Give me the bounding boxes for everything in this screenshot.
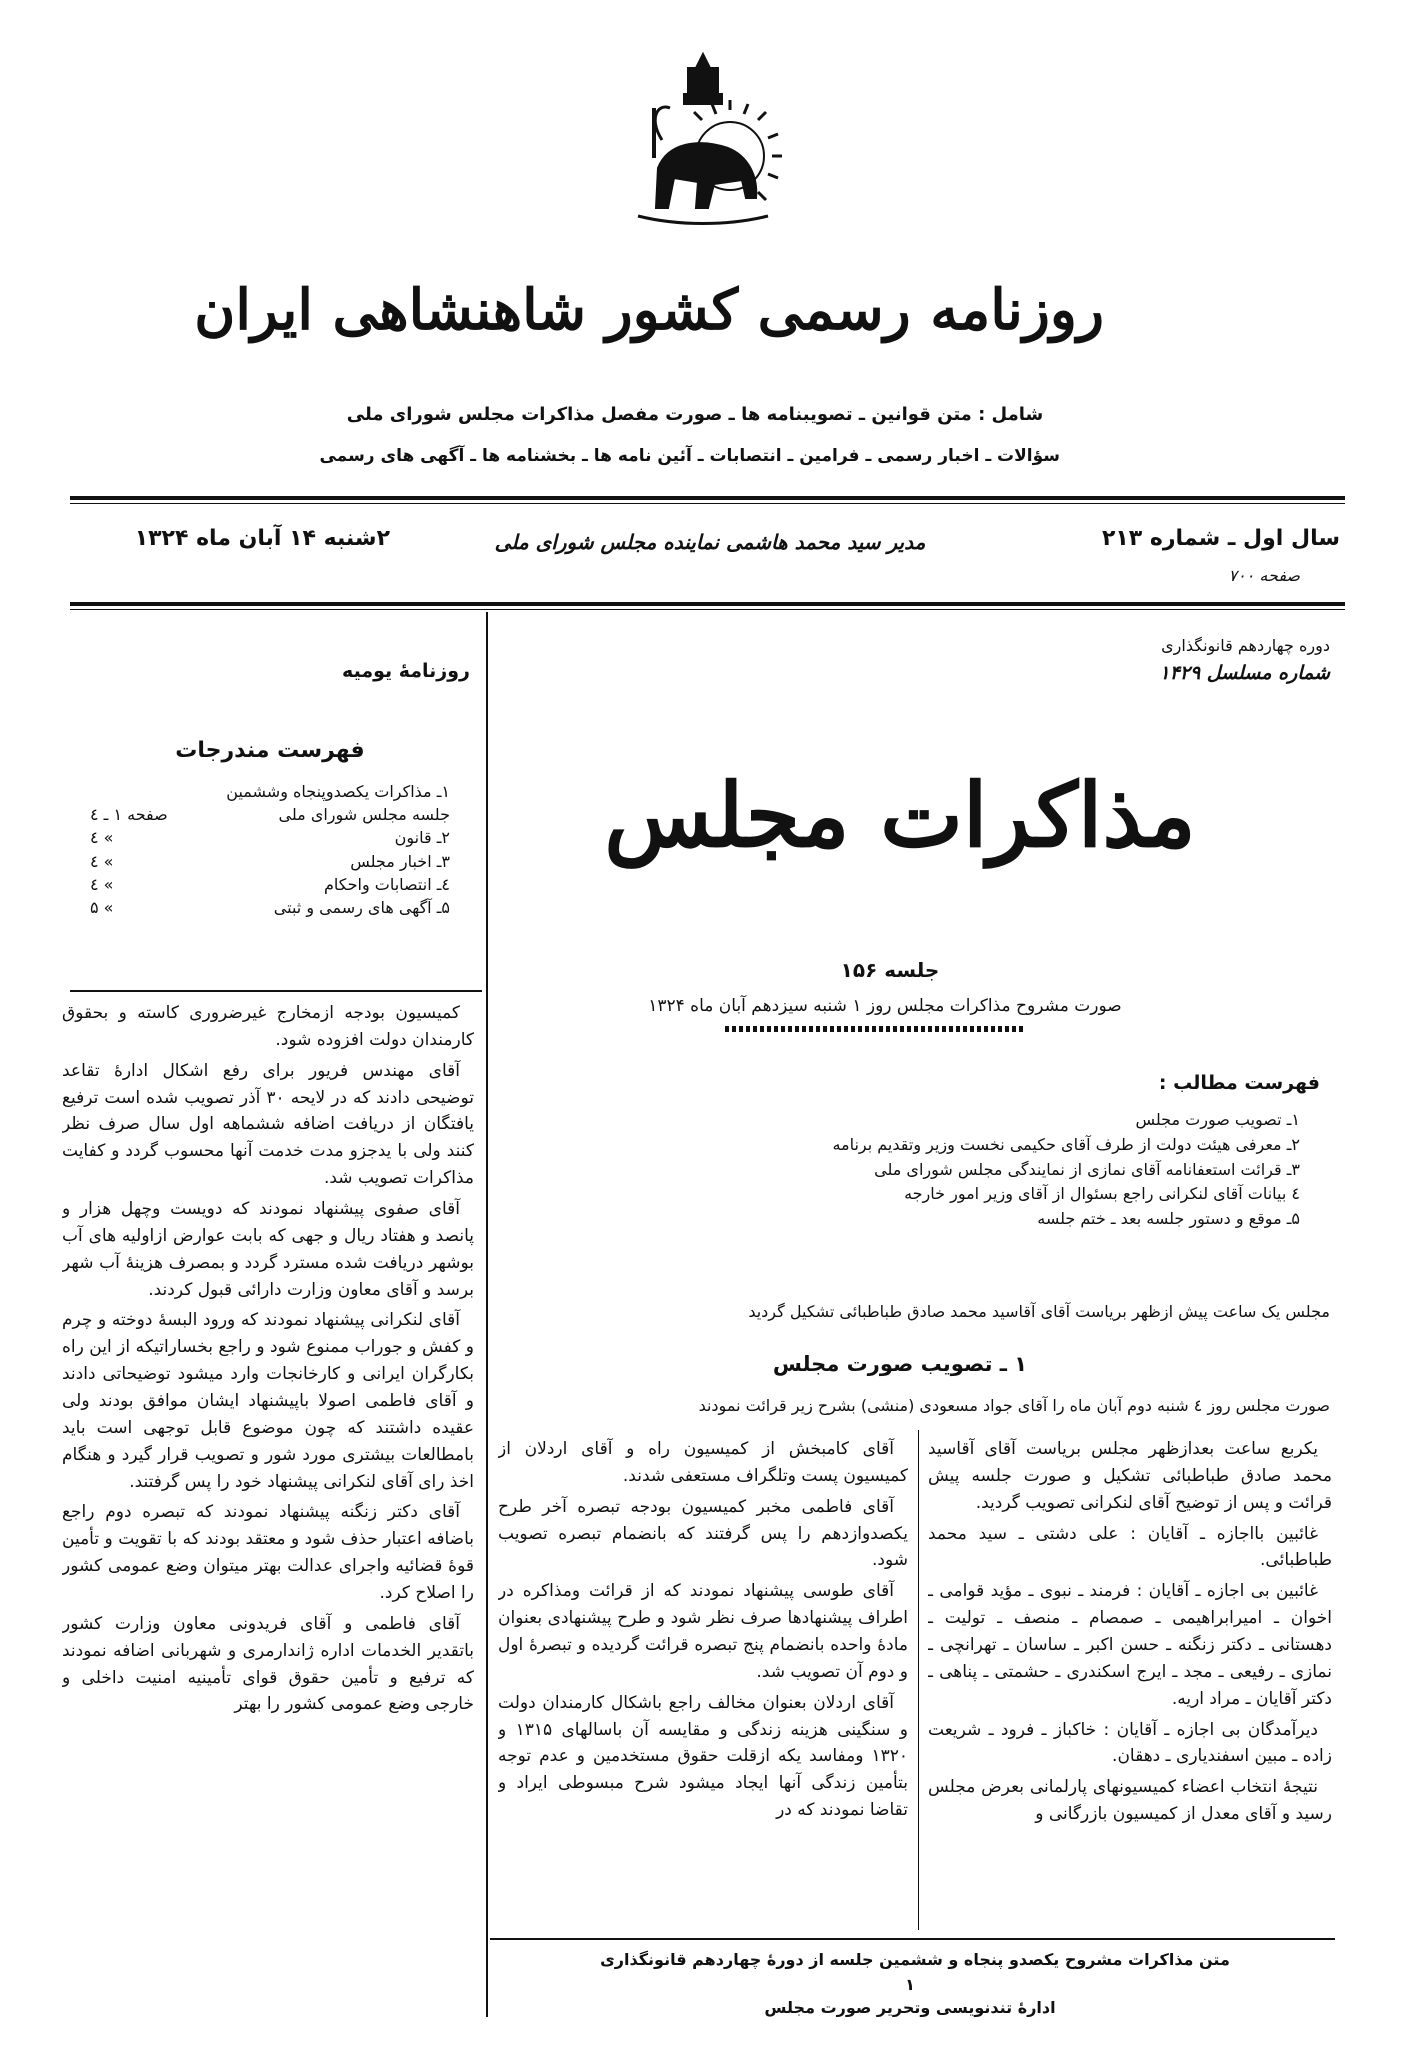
issue-date: ۲شنبه ۱۴ آبان ماه ۱۳۲۴: [134, 526, 390, 551]
paragraph: آقای فاطمی و آقای فریدونی معاون وزارت کشور باتقدیر الخدمات اداره ژاندارمری و شهربانی اضافه نمودند که ترفیع و تأمین حقوق قوای تأمینیه امنیت داخلی و خارجی وضع عمومی کشور را بهتر: [62, 1613, 474, 1715]
paragraph: نتیجهٔ انتخاب اعضاء کمیسیونهای پارلمانی بعرض مجلس رسید و آقای معدل از کمیسیون بازرگانی و: [928, 1777, 1332, 1825]
header-subtitle-2: سؤالات ـ اخبار رسمی ـ فرامین ـ انتصابات ـ آئین نامه ها ـ بخشنامه ها ـ آگهی های رسمی: [319, 446, 1060, 466]
paragraph: آقای دکتر زنگنه پیشنهاد نمودند که تبصره دوم راجع باضافه اعتبار حذف شود و معتقد بودند که با تقویت و تأمین قوهٔ قضائیه واجرای عدالت بهتر میتوان وضع عمومی کشور را اصلاح کرد.: [62, 1502, 474, 1604]
sidebar-body: [62, 1000, 474, 2010]
paragraph: آقای صفوی پیشنهاد نمودند که دویست وچهل هزار و پانصد و هفتاد ریال و جهی که بابت عوارض ازاولیه های آب بوشهر دریافت شده مسترد گردد و بمصرف هزینهٔ آب شهر برسد و آقای معاون وزارت دارائی قبول کردند.: [62, 1199, 474, 1300]
paragraph: کمیسیون بودجه ازمخارج غیرضروری کاسته و بحقوق کارمندان دولت افزوده شود.: [62, 1003, 474, 1050]
agenda-item[interactable]: ۳ـ قرائت استعفانامه آقای نمازی از نمایندگی مجلس شورای ملی: [874, 1159, 1300, 1179]
toc-item[interactable]: ۲ـ قانون » ٤: [90, 828, 450, 848]
masthead-bottom-rule: [70, 602, 1345, 606]
page-number: صفحه ۷۰۰: [1228, 566, 1300, 585]
agenda-item[interactable]: ۱ـ تصویب صورت مجلس: [1135, 1110, 1300, 1129]
lion-and-sun-emblem: [618, 48, 788, 238]
paragraph: آقای طوسی پیشنهاد نمودند که از قرائت ومذاکره در اطراف پیشنهادها صرف نظر شود و طرح پیشنهادی بعنوان مادهٔ واحده بانضمام پنج تبصره قرائت گردیده و تبصرهٔ اول و دوم آن تصویب شد.: [498, 1581, 908, 1682]
toc-item[interactable]: ۳ـ اخبار مجلس » ٤: [90, 851, 450, 871]
paragraph: آقای فاطمی مخبر کمیسیون بودجه تبصره آخر طرح یکصدوازدهم را پس گرفتند که بانضمام تبصره تصویب شود.: [498, 1496, 908, 1571]
paragraph: دیرآمدگان بی اجازه ـ آقایان : خاکباز ـ فرود ـ شریعت زاده ـ مبین اسفندیاری ـ دهقان.: [928, 1719, 1332, 1767]
opening-statement: مجلس یک ساعت پیش ازظهر بریاست آقای آقاسید محمد صادق طباطبائی تشکیل گردید: [748, 1302, 1330, 1321]
agenda-item[interactable]: ۵ـ موقع و دستور جلسه بعد ـ ختم جلسه: [1037, 1209, 1300, 1229]
agenda-title: فهرست مطالب :: [1158, 1072, 1320, 1094]
footer-rule: [490, 1938, 1335, 1940]
column-divider: [486, 612, 488, 2017]
footer-office: ادارهٔ تندنویسی وتحریر صورت مجلس: [764, 1998, 1056, 2017]
toc-title: فهرست مندرجات: [175, 738, 365, 763]
section-intro: صورت مجلس روز ٤ شنبه دوم آبان ماه را آقای جواد مسعودی (منشی) بشرح زیر قرائت نمودند: [698, 1396, 1330, 1415]
paragraph: یکربع ساعت بعدازظهر مجلس بریاست آقای آقاسید محمد صادق طباطبائی تشکیل و صورت جلسه پیش قرائت و پس از توضیح آقای لنکرانی تصویب گردید.: [928, 1439, 1332, 1513]
debates-banner: مذاکرات مجلس: [604, 763, 1196, 867]
sidebar-rule: [70, 990, 482, 992]
editor-line: مدیر سید محمد هاشمی نماینده مجلس شورای ملی: [494, 530, 926, 554]
main-column-left: [498, 1436, 908, 1934]
toc-item[interactable]: ٤ـ انتصابات واحکام » ٤: [90, 874, 450, 894]
session-number: جلسه ۱۵۶: [840, 958, 940, 982]
ornament-rule: [725, 1026, 1025, 1032]
agenda-item[interactable]: ٤ بیانات آقای لنکرانی راجع بسئوال از آقای وزیر امور خارجه: [904, 1184, 1300, 1204]
body-column-divider: [918, 1430, 919, 1930]
paragraph: آقای مهندس فریور برای رفع اشکال ادارهٔ تقاعد توضیحی دادند که در لایحه ۳۰ آذر تصویب شده است ترفیع یافتگان از دریافت اضافه ششماهه اول سال صرف نظر کنند ولی با یدجزو مدت خدمت آنها محسوب گردد و کفایت مذاکرات تصویب شد.: [62, 1060, 474, 1189]
session-description: صورت مشروح مذاکرات مجلس روز ۱ شنبه سیزدهم آبان ماه ۱۳۲۴: [648, 996, 1122, 1016]
toc-item[interactable]: ۱ـ مذاکرات یکصدوپنجاه وششمین جلسه مجلس شورای ملی صفحه ۱ ـ ٤: [90, 782, 450, 825]
newspaper-title: روزنامه رسمی کشور شاهنشاهی ایران: [194, 277, 1104, 343]
year-issue-number: سال اول ـ شماره ۲۱۳: [1101, 526, 1340, 551]
paragraph: آقای اردلان بعنوان مخالف راجع باشکال کارمندان دولت و سنگینی هزینه زندگی و مقایسه آن باسالهای ۱۳۱۵ و ۱۳۲۰ ومفاسد یکه ازقلت حقوق مستخدمین و عدم توجه بتأمین زندگی آنها ایجاد میشود شرح مبسوطی ایراد و تقاضا نمودند که در: [498, 1692, 908, 1821]
toc-list: [90, 780, 450, 919]
paragraph: آقای لنکرانی پیشنهاد نمودند که ورود البسهٔ دوخته و چرم و کفش و جوراب ممنوع شود و راجع بخساراتیکه از این راه بکارگران ایرانی و کارخانجات وارد میشود توضیحاتی دادند و آقای فاطمی اصولا باپیشنهاد ایشان موافق بودند ولی عقیده داشتند که چون موضوع قابل توجهی است باید بامطالعات بیشتری مورد شور و تصویب قرار گیرد و هنگام اخذ رای آقای لنکرانی پیشنهاد خود را پس گرفتند.: [62, 1310, 474, 1492]
paragraph: آقای کامبخش از کمیسیون راه و آقای اردلان از کمیسیون پست وتلگراف مستعفی شدند.: [498, 1439, 908, 1486]
agenda-item[interactable]: ۲ـ معرفی هیئت دولت از طرف آقای حکیمی نخست وزیر وتقدیم برنامه: [832, 1134, 1300, 1154]
legislative-period: دوره چهاردهم قانونگذاری: [1161, 636, 1330, 655]
header-subtitle-1: شامل : متن قوانین ـ تصویبنامه ها ـ صورت مفصل مذاکرات مجلس شورای ملی: [346, 404, 1044, 425]
section-title: ۱ ـ تصویب صورت مجلس: [772, 1352, 1028, 1376]
daily-label: روزنامهٔ یومیه: [342, 660, 470, 682]
paragraph: غائبین بی اجازه ـ آقایان : فرمند ـ نبوی ـ مؤید قوامی ـ اخوان ـ امیرابراهیمی ـ صمصام ـ منصف ـ تولیت ـ دهستانی ـ دکتر زنگنه ـ حسن اکبر ـ ساسان ـ تهرانچی ـ نمازی ـ رفیعی ـ مجد ـ ایرج اسکندری ـ حشمتی ـ پناهی ـ دکتر آقایان ـ مراد اریه.: [928, 1581, 1332, 1709]
serial-number: شماره مسلسل ۱۴۲۹: [1159, 662, 1330, 684]
masthead-top-rule: [70, 496, 1345, 500]
footer-page-number: ۱: [905, 1975, 915, 1994]
agenda-list: [540, 1108, 1300, 1232]
toc-item[interactable]: ۵ـ آگهی های رسمی و ثبتی » ۵: [90, 897, 450, 917]
paragraph: غائبین بااجازه ـ آقایان : علی دشتی ـ سید محمد طباطبائی.: [928, 1523, 1332, 1571]
footer-caption: متن مذاکرات مشروح یکصدو پنجاه و ششمین جلسه از دورهٔ چهاردهم قانونگذاری: [600, 1950, 1230, 1969]
main-column-right: [928, 1436, 1332, 1934]
